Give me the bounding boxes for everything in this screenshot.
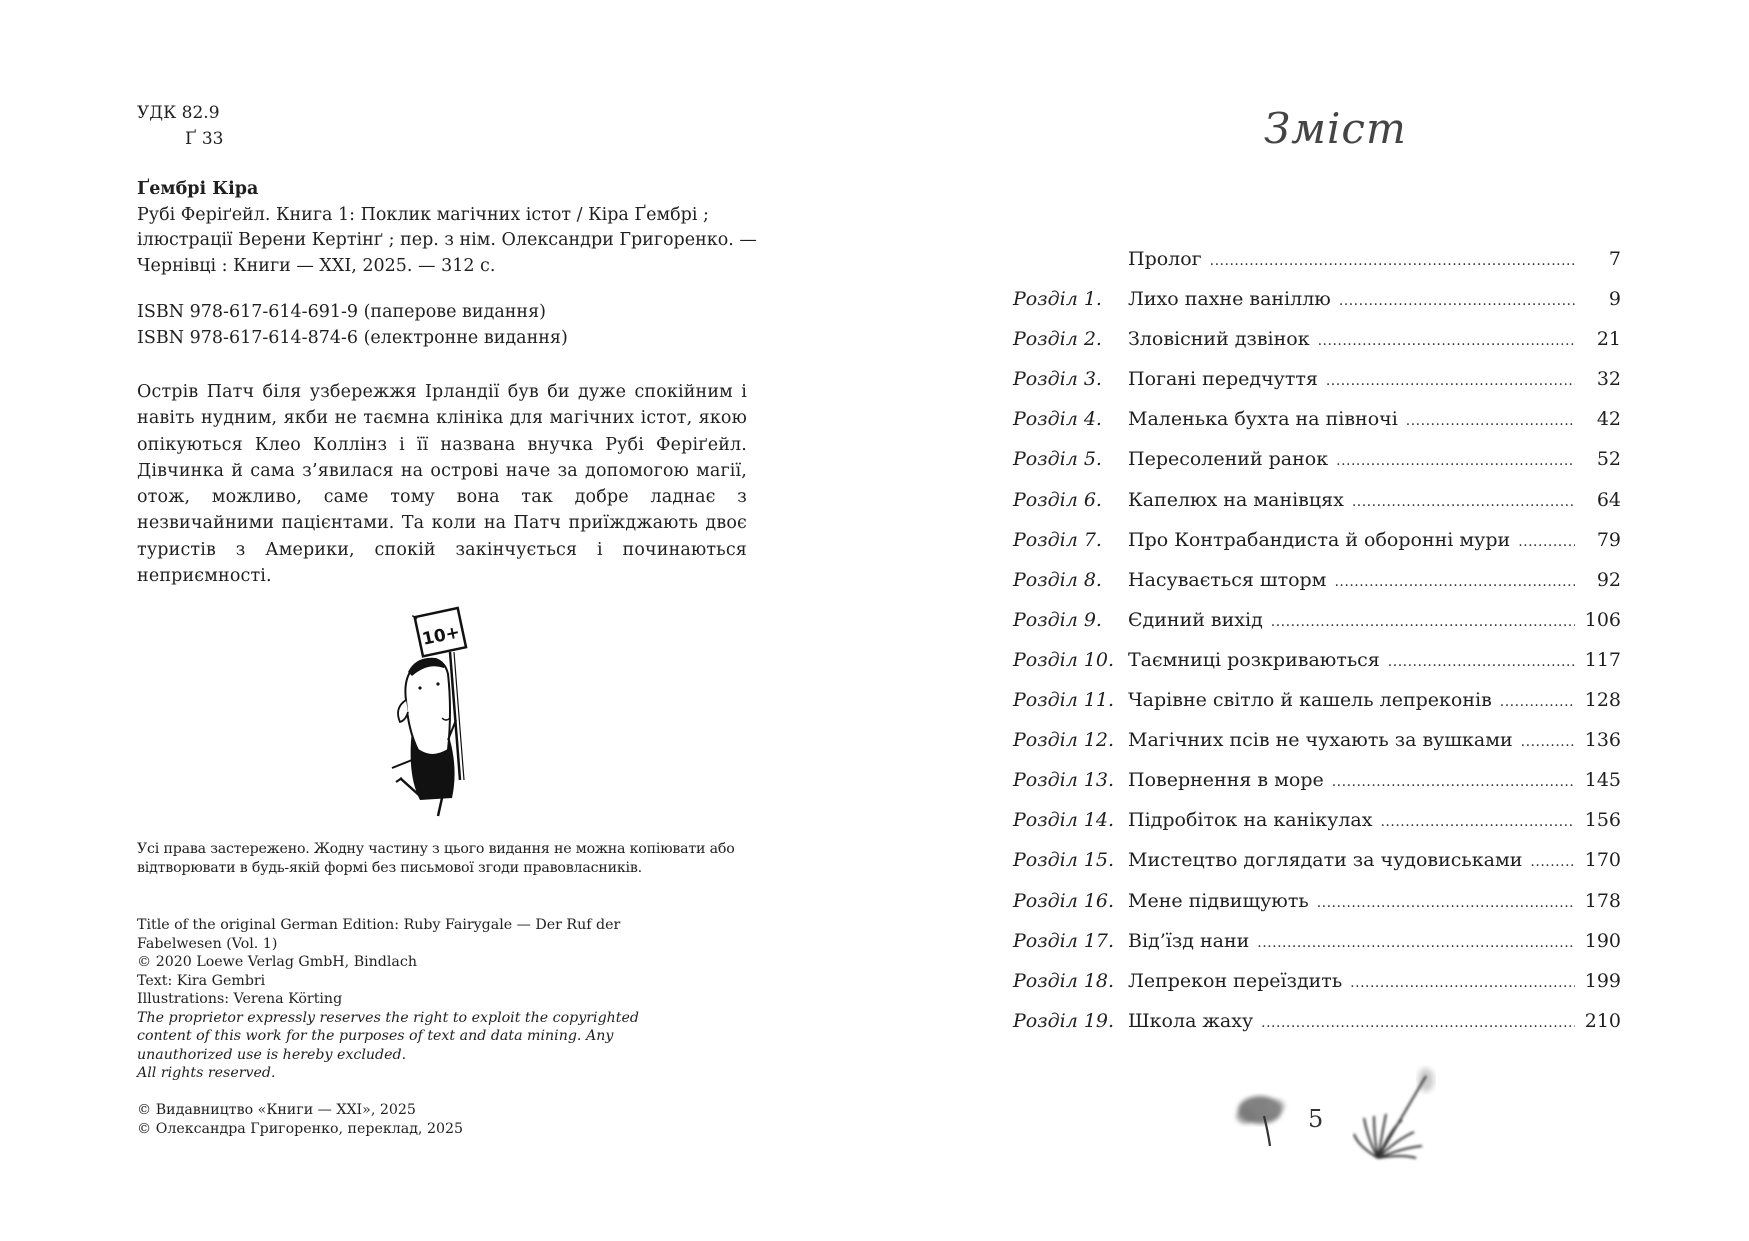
chapter-title: Мене підвищують: [1128, 889, 1309, 912]
original-title: Title of the original German Edition: Ruby Fairygale — Der Ruf der Fabelwesen (Vol. 1): [137, 917, 621, 952]
copyright-block: [137, 1101, 463, 1138]
chapter-title: Повернення в море: [1128, 769, 1324, 792]
dot-leader: [1336, 448, 1575, 474]
dot-leader: [1521, 729, 1575, 755]
original-publisher: © 2020 Loewe Verlag GmbH, Bindlach: [137, 954, 417, 970]
chapter-page-number: 64: [1596, 488, 1621, 511]
publisher-copyright: © Видавництво «Книги — XXI», 2025: [137, 1102, 416, 1118]
dot-leader: [1334, 569, 1575, 595]
text-data-mining-notice: The proprietor expressly reserves the right to exploit the copyrighted content of this work for the purposes of text and data mining. Any unauthorized use is hereby excluded.: [137, 1009, 639, 1063]
chapter-title: Від’їзд нани: [1128, 929, 1250, 952]
dot-leader: [1406, 408, 1575, 434]
dot-leader: [1350, 970, 1575, 996]
toc-entry: [1013, 687, 1621, 727]
dandelion-icon: [1224, 1080, 1304, 1160]
age-rating-character-illustration: [372, 600, 512, 820]
chapter-page-number: 128: [1584, 689, 1621, 712]
toc-entry: [1013, 446, 1621, 486]
bibliographic-description: Рубі Феріґейл. Книга 1: Поклик магічних істот / Кіра Ґембрі ; ілюстрації Верени Кертінґ ; пер. з нім. Олександри Григоренко. — Чернівці : Книги — XXI, 2025. — 312 с.: [137, 204, 757, 276]
chapter-number: Розділ 10.: [1013, 648, 1115, 671]
toc-entry: [1013, 968, 1621, 1008]
toc-entry: [1013, 607, 1621, 647]
bibliographic-record: [137, 177, 757, 279]
chapter-page-number: 199: [1584, 969, 1621, 992]
toc-entry: [1013, 286, 1621, 326]
page-number: 5: [1308, 1105, 1324, 1133]
dot-leader: [1339, 288, 1575, 314]
toc-entry: [1013, 527, 1621, 567]
toc-entry: [1013, 366, 1621, 406]
character-holding-sign-icon: [372, 600, 512, 820]
dot-leader: [1271, 609, 1575, 635]
dot-leader: [1500, 689, 1575, 715]
grass-tuft-icon: [1352, 1060, 1462, 1170]
dot-leader: [1518, 529, 1575, 555]
chapter-title: Погані передчуття: [1128, 368, 1318, 391]
chapter-page-number: 52: [1596, 448, 1621, 471]
chapter-number: Розділ 6.: [1013, 488, 1102, 511]
toc-entry: [1013, 727, 1621, 767]
chapter-number: Розділ 15.: [1013, 849, 1115, 872]
chapter-number: Розділ 3.: [1013, 368, 1102, 391]
chapter-page-number: 117: [1584, 648, 1621, 671]
chapter-title: Пересолений ранок: [1128, 448, 1329, 471]
chapter-number: Розділ 13.: [1013, 769, 1115, 792]
chapter-title: Пролог: [1128, 248, 1202, 270]
toc-entry: [1013, 888, 1621, 928]
table-of-contents: [1013, 246, 1621, 1048]
chapter-number: Розділ 18.: [1013, 969, 1115, 992]
chapter-title: Таємниці розкриваються: [1128, 648, 1380, 671]
toc-entry: [1013, 928, 1621, 968]
chapter-number: Розділ 14.: [1013, 809, 1115, 832]
chapter-number: Розділ 4.: [1013, 408, 1102, 431]
chapter-page-number: 170: [1584, 849, 1621, 872]
toc-entry: [1013, 567, 1621, 607]
dot-leader: [1352, 489, 1575, 515]
dot-leader: [1257, 930, 1575, 956]
isbn-print: ISBN 978-617-614-691-9 (паперове видання): [137, 302, 546, 322]
chapter-number: Розділ 16.: [1013, 889, 1115, 912]
author-sign-code: Ґ 33: [185, 129, 224, 149]
chapter-page-number: 136: [1584, 729, 1621, 752]
toc-entry: [1013, 406, 1621, 446]
toc-entry: [1013, 647, 1621, 687]
chapter-page-number: 7: [1608, 248, 1621, 270]
chapter-title: Капелюх на манівцях: [1128, 488, 1344, 511]
dot-leader: [1380, 809, 1575, 835]
dot-leader: [1332, 769, 1575, 795]
age-rating-text: 10+: [420, 622, 462, 650]
chapter-number: Розділ 11.: [1013, 689, 1115, 712]
chapter-title: Про Контрабандиста й оборонні мури: [1128, 528, 1511, 551]
chapter-page-number: 21: [1596, 328, 1621, 351]
chapter-number: Розділ 5.: [1013, 448, 1102, 471]
chapter-title: Насувається шторм: [1128, 568, 1327, 591]
chapter-number: Розділ 12.: [1013, 729, 1115, 752]
chapter-title: Підробіток на канікулах: [1128, 809, 1373, 832]
dot-leader: [1326, 368, 1575, 394]
chapter-page-number: 32: [1596, 368, 1621, 391]
toc-entry: [1013, 246, 1621, 286]
chapter-title: Мистецтво доглядати за чудовиськами: [1128, 849, 1523, 872]
chapter-page-number: 190: [1584, 929, 1621, 952]
chapter-number: Розділ 7.: [1013, 528, 1102, 551]
illustrations-credit: Illustrations: Verena Körting: [137, 991, 343, 1007]
chapter-page-number: 178: [1584, 889, 1621, 912]
all-rights-reserved: All rights reserved.: [137, 1065, 276, 1081]
chapter-page-number: 79: [1596, 528, 1621, 551]
dot-leader: [1210, 248, 1575, 274]
toc-entry: [1013, 487, 1621, 527]
chapter-number: Розділ 17.: [1013, 929, 1115, 952]
original-edition-credits: [137, 916, 697, 1083]
dot-leader: [1318, 328, 1575, 354]
chapter-page-number: 9: [1608, 288, 1621, 311]
udk-classification: [137, 100, 223, 152]
chapter-title: Магічних псів не чухають за вушками: [1128, 729, 1513, 752]
dot-leader: [1388, 649, 1575, 675]
chapter-title: Чарівне світло й кашель лепреконів: [1128, 689, 1492, 712]
chapter-page-number: 145: [1584, 769, 1621, 792]
translator-copyright: © Олександра Григоренко, переклад, 2025: [137, 1120, 464, 1137]
chapter-page-number: 210: [1584, 1009, 1621, 1032]
chapter-title: Маленька бухта на півночі: [1128, 408, 1398, 431]
toc-entry: [1013, 1008, 1621, 1048]
udk-code: УДК 82.9: [137, 103, 220, 123]
dot-leader: [1530, 849, 1575, 875]
chapter-number: Розділ 2.: [1013, 328, 1102, 351]
chapter-number: Розділ 1.: [1013, 288, 1102, 311]
chapter-number: Розділ 8.: [1013, 568, 1102, 591]
rights-notice: Усі права застережено. Жодну частину з цього видання не можна копіювати або відтворювати в будь-якій формі без письмової згоди правовласників.: [137, 841, 735, 876]
toc-entry: [1013, 767, 1621, 807]
chapter-title: Єдиний вихід: [1128, 608, 1263, 631]
chapter-title: Лепрекон переїздить: [1128, 969, 1343, 992]
page-footer: [1224, 1060, 1504, 1170]
chapter-page-number: 92: [1596, 568, 1621, 591]
author-name: Ґембрі Кіра: [137, 179, 259, 199]
toc-entry: [1013, 807, 1621, 847]
text-credit: Text: Kira Gembri: [137, 972, 266, 989]
isbn-block: [137, 300, 568, 351]
chapter-page-number: 42: [1596, 408, 1621, 431]
chapter-number: Розділ 19.: [1013, 1009, 1115, 1032]
toc-entry: [1013, 326, 1621, 366]
contents-title: Зміст: [1264, 104, 1407, 153]
dot-leader: [1261, 1010, 1575, 1036]
chapter-title: Зловісний дзвінок: [1128, 328, 1310, 351]
toc-entry: [1013, 847, 1621, 887]
imprint-page: [0, 0, 874, 1241]
chapter-title: Лихо пахне ваніллю: [1128, 288, 1331, 311]
chapter-page-number: 156: [1584, 809, 1621, 832]
chapter-number: Розділ 9.: [1013, 608, 1102, 631]
book-annotation: Острів Патч біля узбережжя Ірландії був би дуже спокійним і навіть нудним, якби не таємна клініка для магічних істот, якою опікуються Клео Коллінз і її названа внучка Рубі Феріґейл. Дівчинка й сама з’явилася на острові наче за допомогою магії, отож, можливо, саме тому вона так добре ладнає з незвичайними пацієнтами. Та коли на Патч приїжджають двоє туристів з Америки, спокій закінчується і починаються неприємності.: [137, 382, 747, 587]
chapter-page-number: 106: [1584, 608, 1621, 631]
dot-leader: [1317, 890, 1575, 916]
isbn-electronic: ISBN 978-617-614-874-6 (електронне видання): [137, 327, 568, 348]
chapter-title: Школа жаху: [1128, 1009, 1254, 1032]
